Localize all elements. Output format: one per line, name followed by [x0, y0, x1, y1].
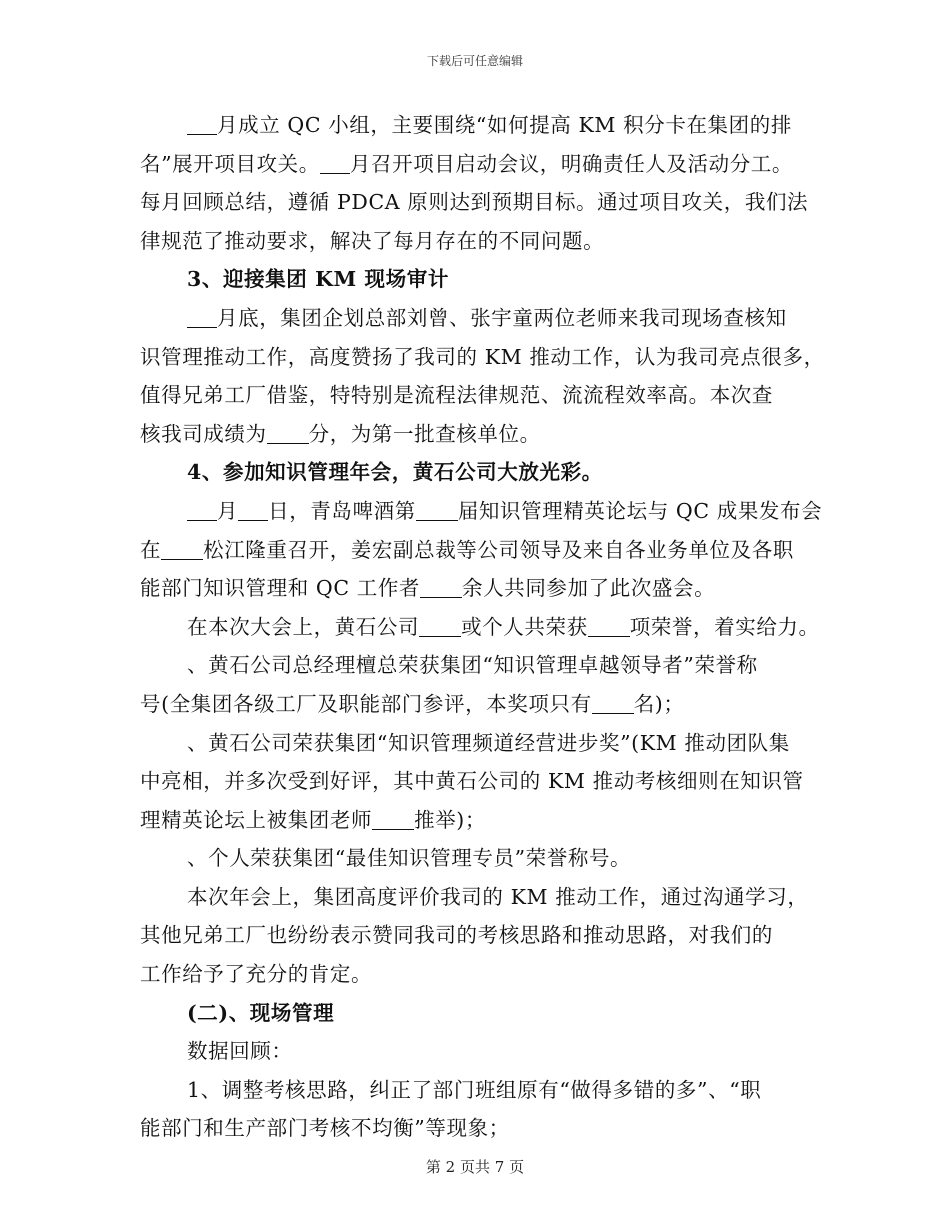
- text-run: 在本次大会上，黄石公司: [187, 614, 420, 639]
- text-run: 名”展开项目攻关。: [140, 151, 320, 176]
- text-run: 在: [140, 537, 162, 562]
- text-run: 核我司成绩为: [140, 421, 267, 446]
- paragraph-line: 能部门和生产部门考核不均衡”等现象；: [140, 1116, 510, 1141]
- fill-blank: [238, 499, 268, 521]
- paragraph-line: [140, 685, 820, 724]
- fill-blank: [161, 538, 203, 560]
- text-run: 名)；: [633, 691, 685, 716]
- fill-blank: [187, 499, 217, 521]
- fill-blank: [267, 422, 309, 444]
- text-run: 或个人共荣获: [461, 614, 588, 639]
- fill-blank: [320, 152, 350, 174]
- paragraph-line: 每月回顾总结，遵循 PDCA 原则达到预期目标。通过项目攻关，我们法: [140, 190, 809, 215]
- paragraph-line: 1、调整考核思路，纠正了部门班组原有“做得多错的多”、“职: [187, 1077, 762, 1102]
- paragraph-line: 、黄石公司总经理檀总荣获集团“知识管理卓越领导者”荣誉称: [187, 653, 758, 678]
- text-run: 余人共同参加了此次盛会。: [462, 576, 716, 601]
- text-run: 项荣誉，着实给力。: [629, 614, 820, 639]
- paragraph-line: 律规范了推动要求，解决了每月存在的不同问题。: [140, 228, 605, 253]
- paragraph-line: 识管理推动工作，高度赞扬了我司的 KM 推动工作，认为我司亮点很多，: [140, 344, 825, 369]
- paragraph-line: 值得兄弟工厂借鉴，特特别是流程法律规范、流流程效率高。本次查: [140, 383, 773, 408]
- text-run: 月底，集团企划总部刘曾、张宇童两位老师来我司现场查核知: [217, 305, 787, 330]
- text-run: 届知识管理精英论坛与 QC 成果发布会: [457, 498, 823, 523]
- fill-blank: [420, 577, 462, 599]
- paragraph-line: [140, 492, 823, 531]
- fill-blank: [372, 808, 414, 830]
- paragraph-line: [140, 531, 820, 570]
- paragraph-line: [140, 299, 820, 338]
- text-run: 能部门知识管理和 QC 工作者: [140, 576, 421, 601]
- page-footer: 第 2 页共 7 页: [425, 1158, 525, 1176]
- paragraph-line: [140, 569, 820, 608]
- paragraph-line: 、个人荣获集团“最佳知识管理专员”荣誉称号。: [187, 846, 632, 871]
- text-run: 松江隆重召开，姜宏副总裁等公司领导及来自各业务单位及各职: [203, 537, 794, 562]
- section-heading: 4、参加知识管理年会，黄石公司大放光彩。: [187, 460, 603, 485]
- fill-blank: [187, 114, 217, 136]
- fill-blank: [588, 615, 630, 637]
- paragraph-line: [140, 106, 820, 145]
- fill-blank: [416, 499, 458, 521]
- fill-blank: [592, 692, 634, 714]
- paragraph-line: 中亮相，并多次受到好评，其中黄石公司的 KM 推动考核细则在知识管: [140, 769, 804, 794]
- paragraph-line: [140, 415, 820, 454]
- paragraph-line: 、黄石公司荣获集团“知识管理频道经营进步奖”(KM 推动团队集: [187, 730, 790, 755]
- paragraph-line: [140, 145, 820, 184]
- paragraph-line: 数据回顾：: [187, 1039, 293, 1064]
- page-header: 下载后可任意编辑: [426, 54, 523, 68]
- paragraph-line: [140, 608, 820, 647]
- text-run: 理精英论坛上被集团老师: [140, 807, 373, 832]
- text-run: 分，为第一批查核单位。: [308, 421, 541, 446]
- text-run: 推举)；: [414, 807, 487, 832]
- section-heading: 3、迎接集团 KM 现场审计: [187, 267, 449, 292]
- paragraph-line: [140, 801, 820, 840]
- section-heading: (二)、现场管理: [187, 1000, 335, 1025]
- text-run: 号(全集团各级工厂及职能部门参评，本奖项只有: [140, 691, 592, 716]
- fill-blank: [187, 306, 217, 328]
- text-run: 月: [217, 498, 239, 523]
- document-body: [140, 106, 825, 1148]
- text-run: 月召开项目启动会议，明确责任人及活动分工。: [349, 151, 793, 176]
- fill-blank: [419, 615, 461, 637]
- paragraph-line: 本次年会上，集团高度评价我司的 KM 推动工作，通过沟通学习，: [187, 884, 809, 909]
- text-run: 日，青岛啤酒第: [268, 498, 416, 523]
- paragraph-line: 其他兄弟工厂也纷纷表示赞同我司的考核思路和推动思路，对我们的: [140, 923, 773, 948]
- paragraph-line: 工作给予了充分的肯定。: [140, 962, 373, 987]
- text-run: 月成立 QC 小组，主要围绕“如何提高 KM 积分卡在集团的排: [217, 113, 792, 137]
